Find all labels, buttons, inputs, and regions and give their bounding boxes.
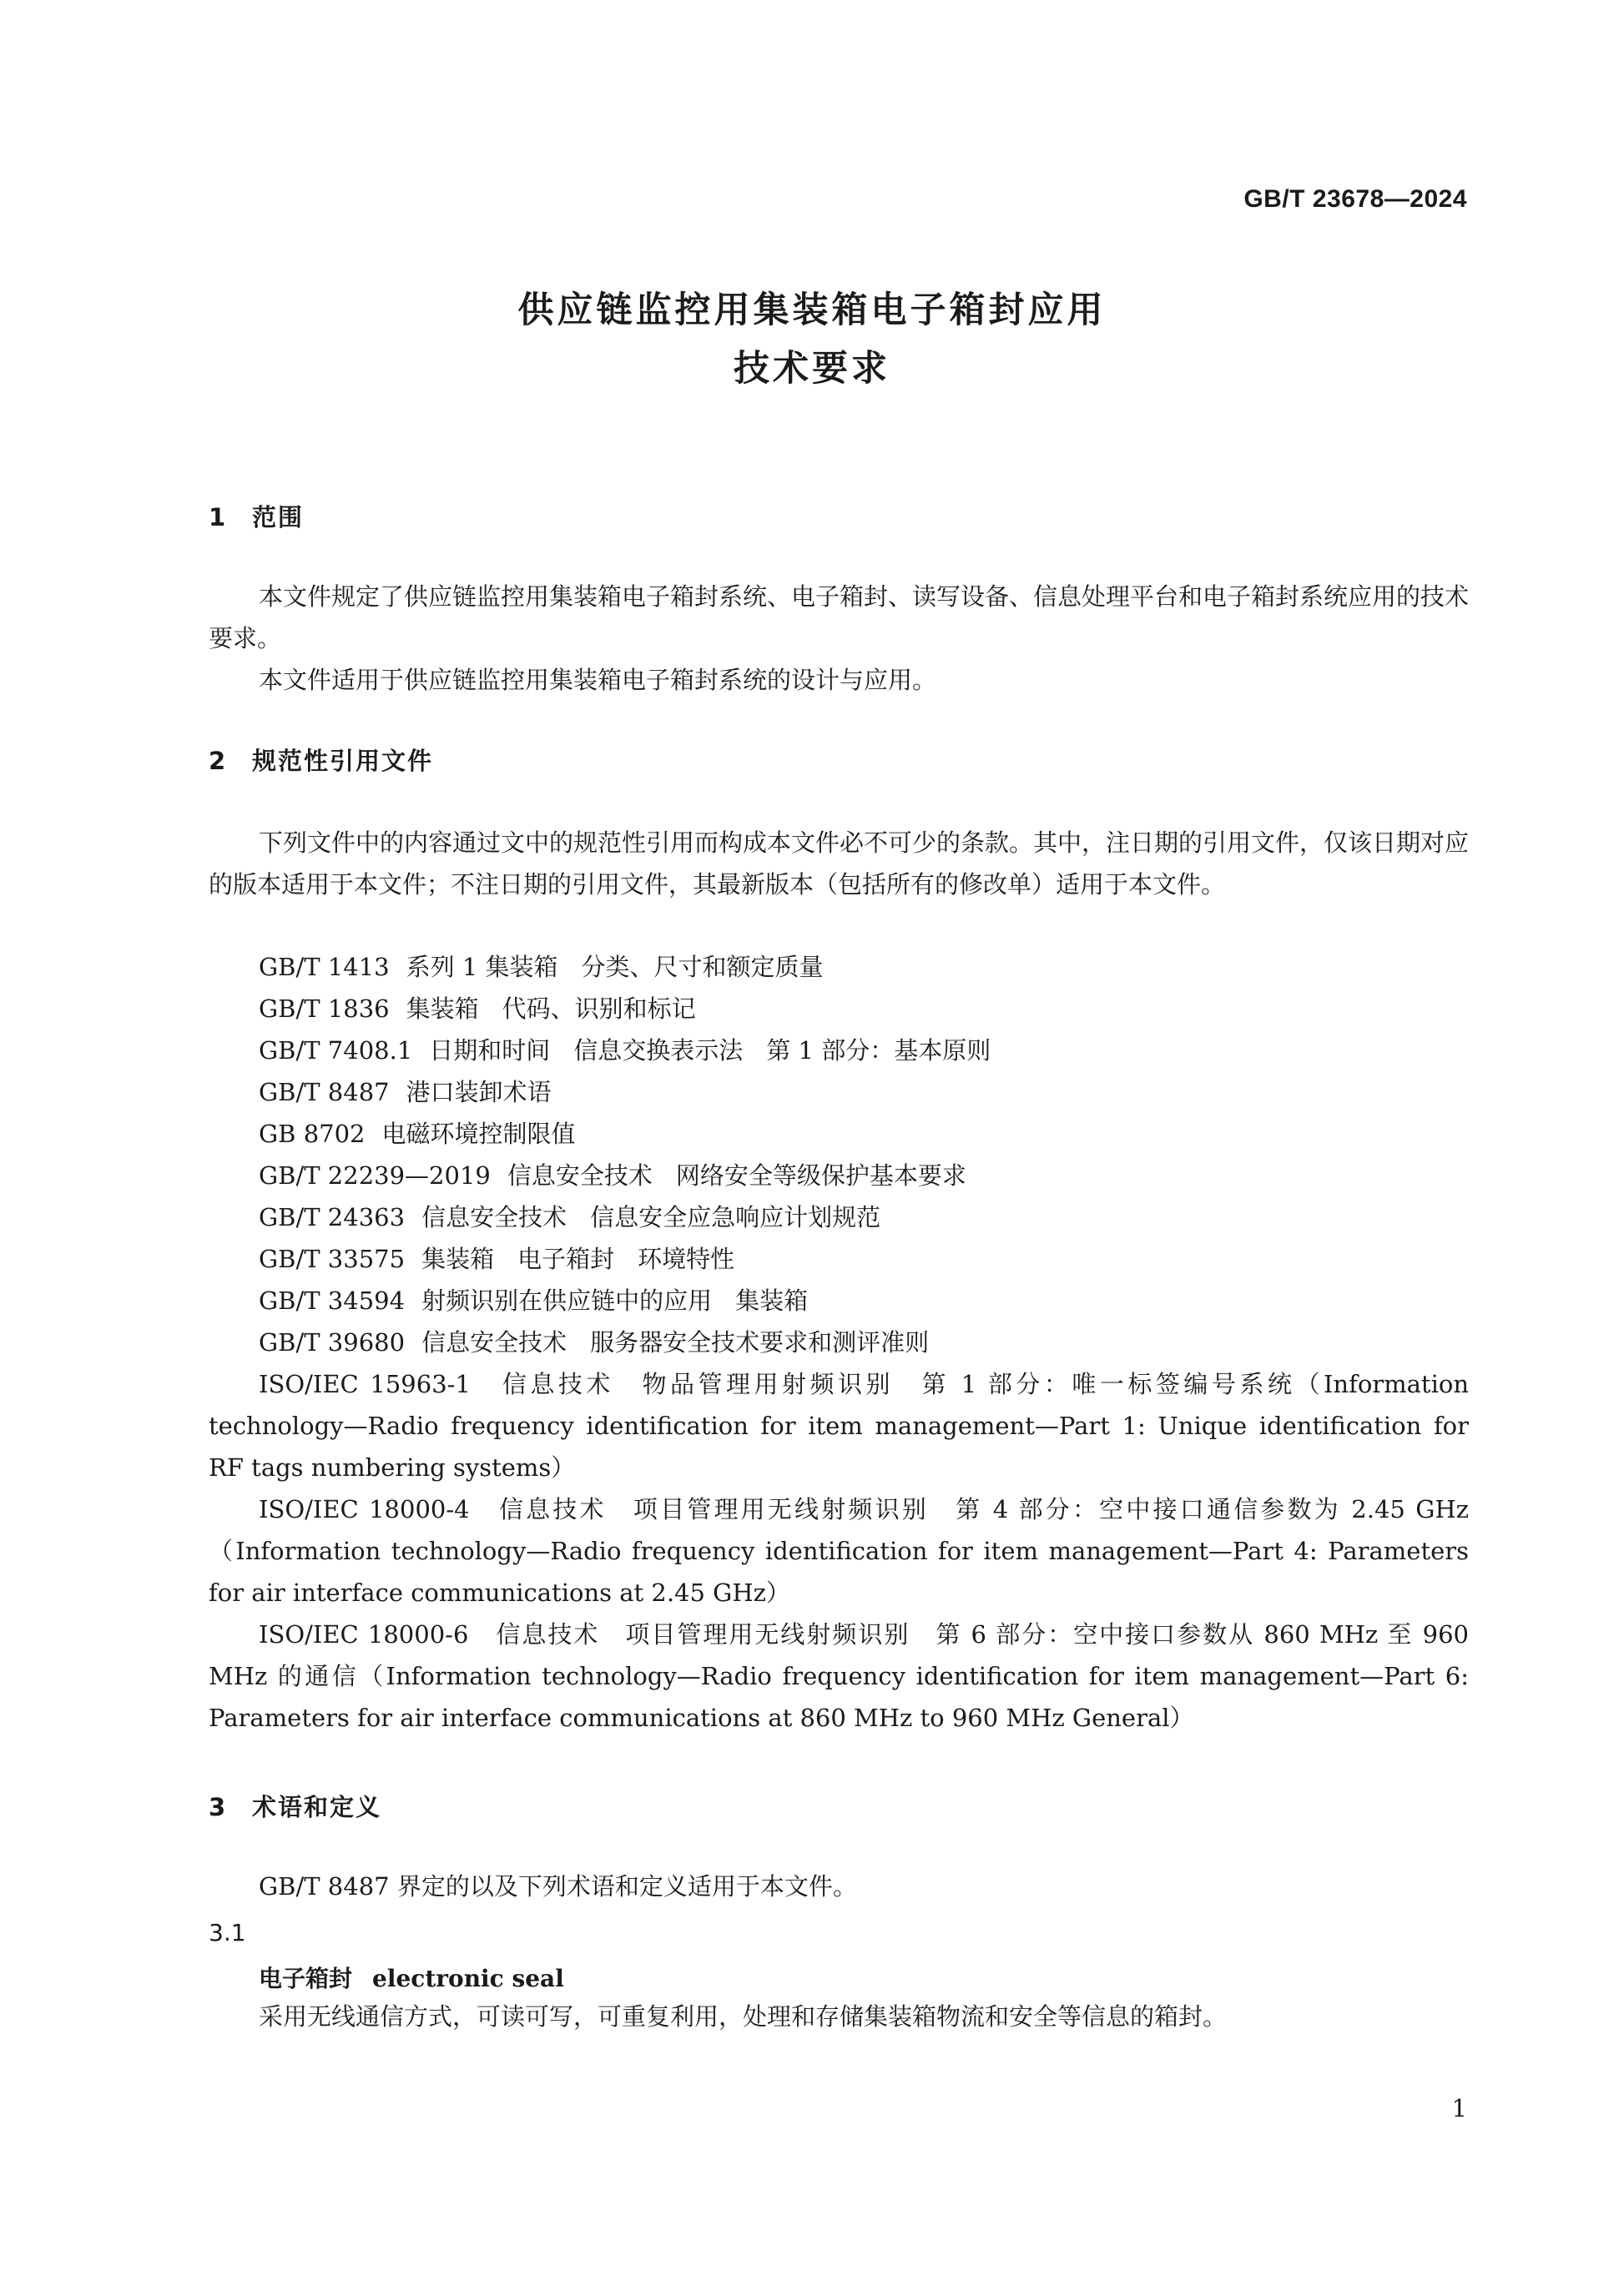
standard-code: GB/T 23678—2024: [1243, 185, 1467, 213]
reference-title: 代码、识别和标记: [502, 994, 696, 1023]
reference-code: GB/T 1413: [259, 953, 390, 981]
section-title: 范围: [252, 503, 305, 531]
reference-title: 集装箱: [406, 994, 479, 1023]
reference-code: GB 8702: [259, 1120, 366, 1148]
reference-code: GB/T 33575: [259, 1245, 406, 1273]
reference-title: 信息安全应急响应计划规范: [590, 1203, 881, 1231]
reference-item-long: ISO/IEC 18000-4 信息技术 项目管理用无线射频识别 第 4 部分：空中接口通信参数为 2.45 GHz（Information technology—Radio frequency identification for item management—Part 4: Parameters for air interface communications at 2.45 GHz）: [209, 1495, 1469, 1607]
reference-title: 信息安全技术: [421, 1328, 567, 1357]
reference-title: 射频识别在供应链中的应用: [421, 1286, 713, 1315]
section-title: 规范性引用文件: [252, 747, 434, 775]
section-heading-scope: [209, 499, 304, 533]
reference-item-long: ISO/IEC 15963-1 信息技术 物品管理用射频识别 第 1 部分：唯一标签编号系统（Information technology—Radio frequency identification for item management—Part 1: Unique identification for RF tags numbering systems）: [209, 1370, 1469, 1482]
reference-item: [259, 1030, 991, 1071]
terms-intro: GB/T 8487 界定的以及下列术语和定义适用于本文件。: [259, 1872, 857, 1901]
document-title-line2: 技术要求: [734, 348, 890, 390]
scope-paragraph-2: 本文件适用于供应链监控用集装箱电子箱封系统的设计与应用。: [259, 666, 937, 694]
reference-title: 网络安全等级保护基本要求: [675, 1161, 966, 1190]
reference-title: 系列 1 集装箱: [406, 953, 558, 981]
reference-code: GB/T 24363: [259, 1203, 406, 1231]
term-name: [259, 1961, 564, 1994]
reference-item: [259, 1196, 880, 1238]
reference-title: 第 1 部分：基本原则: [766, 1036, 991, 1065]
reference-title: 日期和时间: [429, 1036, 551, 1065]
reference-code: GB/T 22239—2019: [259, 1161, 491, 1190]
section-title: 术语和定义: [252, 1793, 382, 1821]
reference-item: [259, 1071, 552, 1113]
reference-title: 信息安全技术: [507, 1161, 653, 1190]
reference-title: 信息交换表示法: [573, 1036, 744, 1065]
reference-title: 电子箱封: [517, 1245, 615, 1273]
section-heading-normative: [209, 743, 433, 777]
section-heading-terms: [209, 1789, 381, 1823]
document-title-line1: 供应链监控用集装箱电子箱封应用: [517, 290, 1107, 331]
scope-paragraph-1: 本文件规定了供应链监控用集装箱电子箱封系统、电子箱封、读写设备、信息处理平台和电子箱封系统应用的技术要求。: [209, 582, 1470, 652]
reference-title: 港口装卸术语: [406, 1078, 552, 1106]
reference-item: [259, 1155, 966, 1196]
section-number: 2: [209, 747, 228, 775]
reference-title: 信息安全技术: [421, 1203, 567, 1231]
reference-code: GB/T 34594: [259, 1286, 406, 1315]
term-number: 3.1: [209, 1919, 246, 1946]
reference-code: GB/T 39680: [259, 1328, 406, 1357]
reference-item: [259, 1238, 734, 1280]
term-definition: 采用无线通信方式，可读可写，可重复利用，处理和存储集装箱物流和安全等信息的箱封。: [259, 2002, 1228, 2031]
section-number: 3: [209, 1793, 228, 1821]
term-name-zh: 电子箱封: [259, 1965, 353, 1992]
reference-item: [259, 1113, 576, 1155]
reference-title: 分类、尺寸和额定质量: [581, 953, 824, 981]
reference-code: GB/T 8487: [259, 1078, 390, 1106]
reference-item: [259, 946, 824, 988]
section-number: 1: [209, 503, 228, 531]
normative-intro: 下列文件中的内容通过文中的规范性引用而构成本文件必不可少的条款。其中，注日期的引用文件，仅该日期对应的版本适用于本文件；不注日期的引用文件，其最新版本（包括所有的修改单）适用于本文件。: [209, 828, 1470, 899]
reference-title: 集装箱: [735, 1286, 809, 1315]
reference-title: 环境特性: [638, 1245, 735, 1273]
reference-code: GB/T 7408.1: [259, 1036, 413, 1065]
reference-title: 集装箱: [421, 1245, 495, 1273]
reference-item: [259, 988, 696, 1030]
reference-item: [259, 1280, 808, 1322]
term-name-en: electronic seal: [372, 1965, 564, 1992]
reference-item-long: ISO/IEC 18000-6 信息技术 项目管理用无线射频识别 第 6 部分：空中接口参数从 860 MHz 至 960 MHz 的通信（Information technology—Radio frequency identification for item management—Part 6: Parameters for air interface communications at 860 MHz to 960 MHz General）: [209, 1620, 1469, 1732]
reference-title: 电磁环境控制限值: [381, 1120, 576, 1148]
reference-code: GB/T 1836: [259, 994, 390, 1023]
reference-title: 服务器安全技术要求和测评准则: [590, 1328, 930, 1357]
reference-item: [259, 1322, 929, 1363]
page-number: 1: [1451, 2094, 1467, 2122]
